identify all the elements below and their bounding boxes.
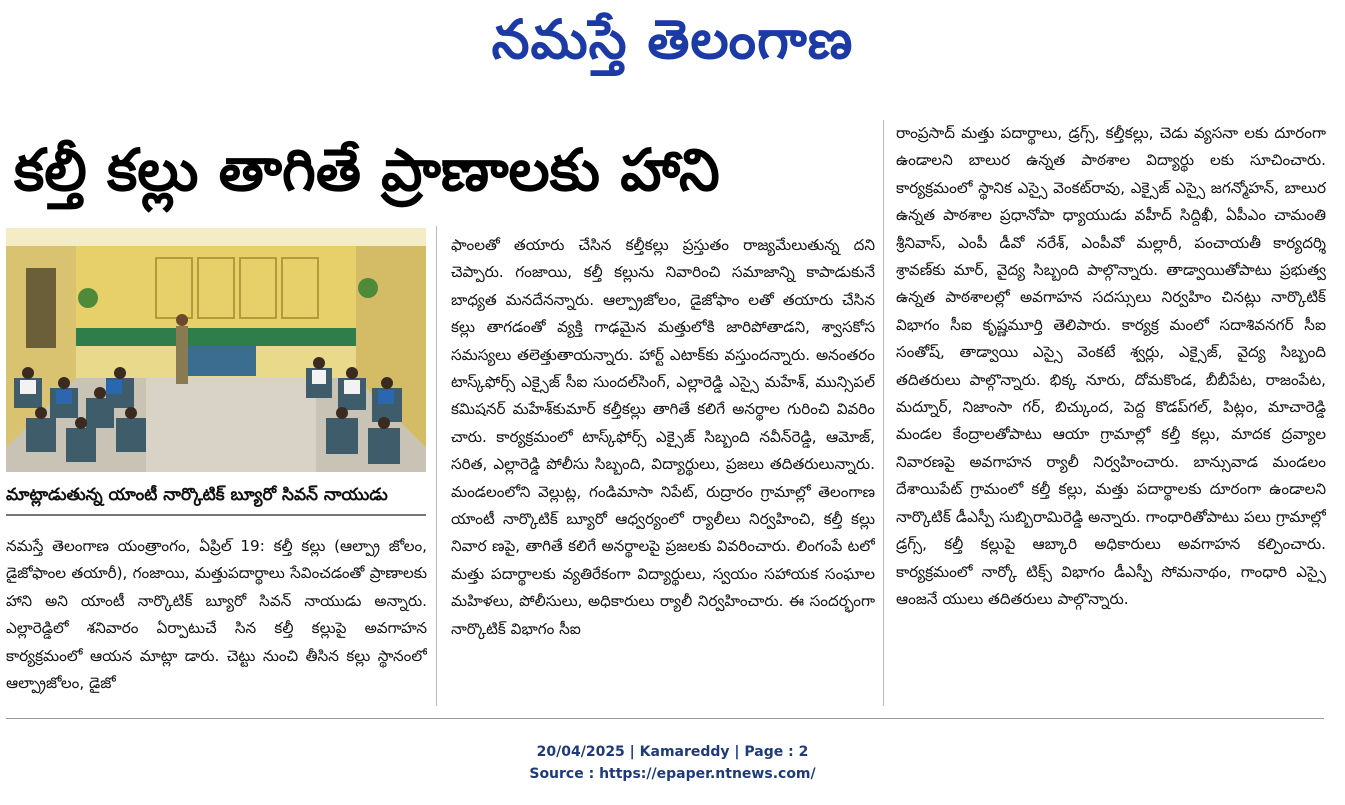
caption-divider — [6, 514, 426, 516]
article-text: రాంప్రసాద్ మత్తు పదార్థాలు, డ్రగ్స్, కల్తీకల్లు, చెడు వ్యసనా లకు దూరంగా ఉండాలని బాలుర ఉన్నత పాఠశాల విద్యార్థు లకు సూచించారు. కార్యక్రమంలో స్థానిక ఎస్సై వెంకట్‌రావు, ఎక్సైజ్ ఎస్సై జగన్మోహన్, బాలుర ఉన్నత పాఠశాల ప్రధానోపా ధ్యాయుడు వహీద్ సిద్దిఖీ, ఏపీఎం చామంతి శ్రీనివాస్, ఎంపీ డీవో నరేశ్, ఎంపీవో మల్లారీ, పంచాయతీ కార్యదర్శి శ్రావణ్‌కు మార్, వైద్య సిబ్బంది పాల్గొన్నారు. తాడ్వాయితోపాటు ప్రభుత్వ ఉన్నత పాఠశాలల్లో అవగాహన సదస్సులు నిర్వహిం చినట్లు నార్కొటిక్ విభాగం సీఐ కృష్ణమూర్తి తెలిపారు. కార్యక్ర మంలో సదాశివనగర్ సీఐ సంతోష్, తాడ్వాయి ఎస్సై వెంకటే శ్వర్లు, ఎక్సైజ్, వైద్య సిబ్బంది తదితరులు పాల్గొన్నారు. భిక్క నూరు, దోమకొండ, బీబీపేట, రాజంపేట, మద్నూర్, నిజాంసా గర్, బిచ్కుంద, పెద్ద కొడప్‌గల్, పిట్లం, మాచారెడ్డి మండల కేంద్రాలతోపాటు ఆయా గ్రామాల్లో కల్తీ కల్లు, మాదక ద్రవ్యాల నివారణపై అవగాహన ర్యాలీ నిర్వహించారు. బాన్సువాడ మండలం దేశాయిపేట్ గ్రామంలో కల్తీ కల్లు, మత్తు పదార్థాలకు దూరంగా ఉండాలని నార్కొటిక్ డీఎస్పీ సుబ్బిరామిరెడ్డి అన్నారు. గాంధారితోపాటు పలు గ్రామాల్లో డ్రగ్స్, కల్తీ కల్లుపై ఆబ్కారి అధికారులు అవగాహన కల్పించారు. కార్యక్రమంలో నార్కో టిక్స్ విభాగం డీఎస్పీ సోమనాథం, గాంధారి ఎస్సై ఆంజనే యులు తదితరులు పాల్గొన్నారు. — [896, 124, 1326, 608]
footer-divider — [6, 718, 1324, 719]
article-column-1 — [6, 533, 427, 711]
article-photo — [6, 228, 426, 472]
article-column-3 — [896, 120, 1326, 706]
footer-edition-info: 20/04/2025 | Kamareddy | Page : 2 — [536, 744, 809, 760]
meeting-hall-illustration — [6, 228, 426, 472]
column-divider — [436, 226, 437, 706]
article-headline: కల్తీ కల్లు తాగితే ప్రాణాలకు హాని — [14, 136, 720, 204]
article-text: నమస్తే తెలంగాణ యంత్రాంగం, ఏప్రిల్ 19: కల్తీ కల్లు (ఆల్ప్రా జోలం, డైజోఫాంల తయారీ), గంజాయి, మత్తుపదార్థాలు సేవించడంతో ప్రాణాలకు హాని అని యాంటీ నార్కొటిక్ బ్యూరో సివన్ నాయుడు అన్నారు. ఎల్లారెడ్డిలో శనివారం ఏర్పాటుచే సిన కల్తీ కల్లుపై అవగాహన కార్యక్రమంలో ఆయన మాట్లా డారు. చెట్టు నుంచి తీసిన కల్లు స్థానంలో ఆల్ప్రాజోలం, డైజో — [6, 537, 427, 693]
article-column-2 — [451, 232, 875, 706]
column-divider — [883, 120, 884, 706]
newspaper-masthead: నమస్తే తెలంగాణ — [491, 7, 854, 71]
footer-source-link[interactable]: Source : https://epaper.ntnews.com/ — [529, 766, 816, 782]
photo-caption: మాట్లాడుతున్న యాంటీ నార్కొటిక్ బ్యూరో సివన్ నాయుడు — [6, 485, 388, 505]
article-text: ఫాంలతో తయారు చేసిన కల్తీకల్లు ప్రస్తుతం రాజ్యమేలుతున్న దని చెప్పారు. గంజాయి, కల్తీ కల్లును నివారించి సమాజాన్ని కాపాడుకునే బాధ్యత మనదేనన్నారు. ఆల్ప్రాజోలం, డైజోఫాం లతో తయారు చేసిన కల్లు తాగడంతో వ్యక్తి గాఢమైన మత్తులోకి జారిపోతాడని, శ్వాసకోస సమస్యలు తలెత్తుతాయన్నారు. హార్ట్ ఎటాక్‌కు వస్తుందన్నారు. అనంతరం టాస్క్‌ఫోర్స్ ఎక్సైజ్ సీఐ సుందల్‌సింగ్, ఎల్లారెడ్డి ఎస్సై మహేశ్, మున్సిపల్ కమిషనర్ మహేశ్‌కుమార్ కల్తీకల్లు తాగితే కలిగే అనర్థాల గురించి వివరిం చారు. కార్యక్రమంలో టాస్క్‌ఫోర్స్ ఎక్సైజ్ సిబ్బంది నవీన్‌రెడ్డి, ఆమోజ్, సరిత, ఎల్లారెడ్డి పోలీసు సిబ్బంది, విద్యార్థులు, ప్రజలు తదితరులున్నారు. మండలంలోని వెల్లుట్ల, గండిమాసా నిపేట్, రుద్రారం గ్రామాల్లో తెలంగాణ యాంటీ నార్కొటిక్ బ్యూరో ఆధ్వర్యంలో ర్యాలీలు నిర్వహించి, కల్తీ కల్లు నివార ణపై, తాగితే కలిగే అనర్థాలపై ప్రజలకు వివరించారు. లింగంపే టలో మత్తు పదార్థాలకు వ్యతిరేకంగా విద్యార్థులు, స్వయం సహాయక సంఘాల మహిళలు, పోలీసులు, అధికారులు ర్యాలీ నిర్వహించారు. ఈ సందర్భంగా నార్కొటిక్ విభాగం సీఐ — [451, 236, 875, 638]
